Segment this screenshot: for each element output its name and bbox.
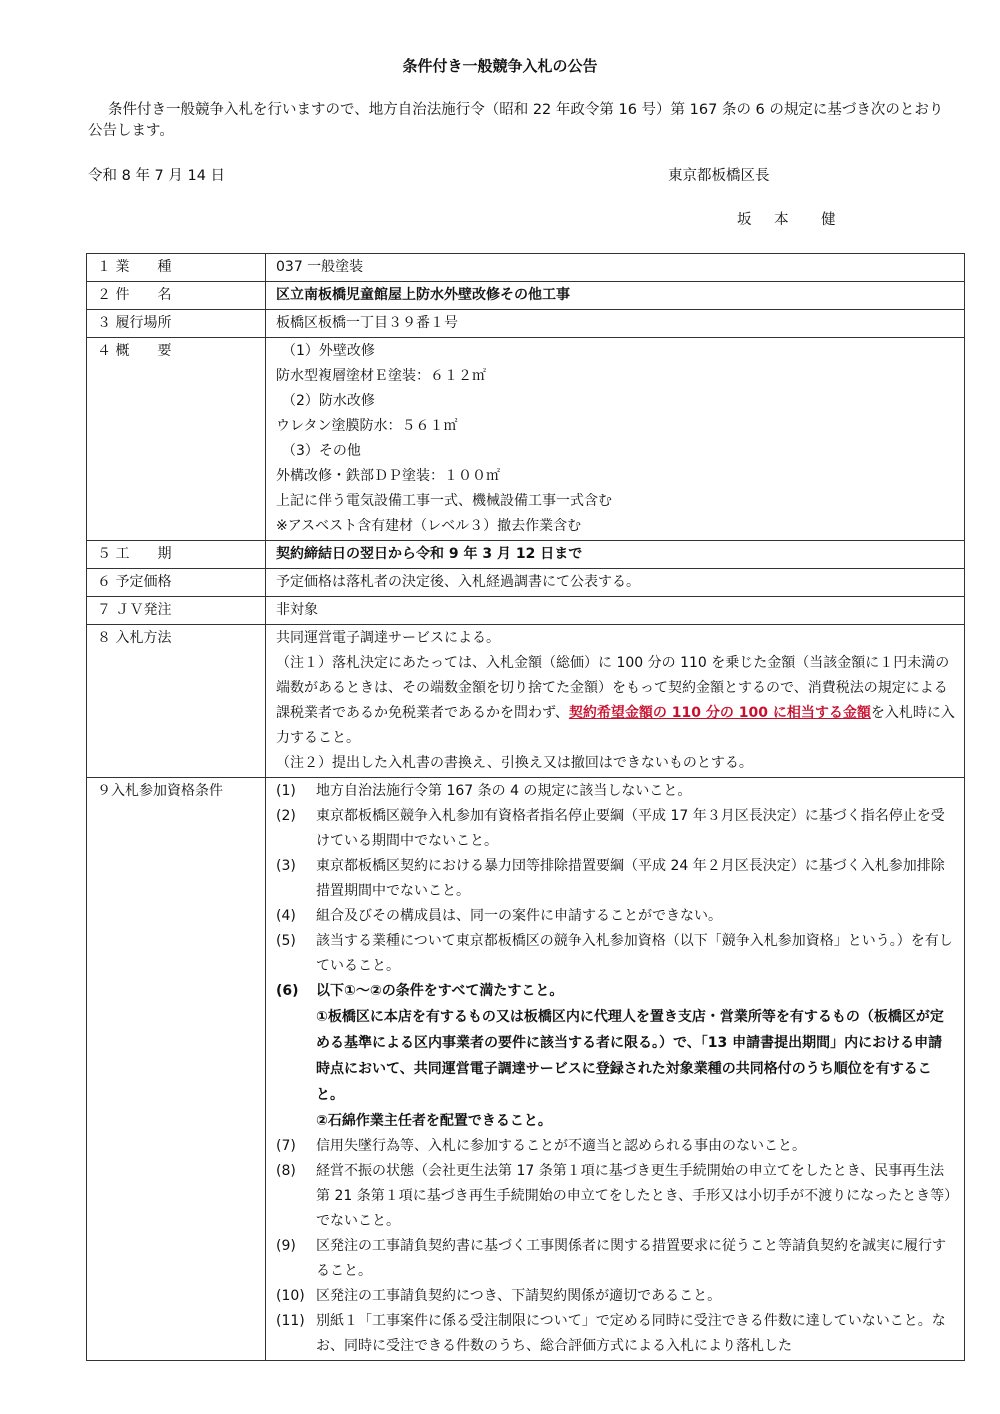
row-value: [266, 625, 965, 778]
table-row: [87, 541, 965, 569]
outline-line: 防水型複層塗材Ｅ塗装：６１２㎡: [276, 368, 486, 384]
row-label: ６ 予定価格: [87, 569, 266, 597]
condition-item: (2) 東京都板橋区競争入札参加有資格者指名停止要綱（平成 17 年３月区長決定）に基づく指名停止を受けている期間中でないこと。: [276, 808, 945, 849]
bid-note-1: （注１）落札決定にあたっては、入札金額（総価）に 100 分の 110 を乗じた金額（当該金額に１円未満の端数があるときは、その端数金額を切り捨てた金額）をもって契約金額とするので、消費税法の規定による課税業者であるか免税業者であるかを問わず、契約希望金額の 110 分の 100 に相当する金額を入札時に入力すること。: [276, 655, 955, 746]
outline-line: ウレタン塗膜防水：５６１㎡: [276, 418, 458, 434]
outline-line: 外構改修・鉄部ＤＰ塗装：１００㎡: [276, 468, 500, 484]
row-value: 板橋区板橋一丁目３９番１号: [266, 310, 965, 338]
row-label: ７ ＪＶ発注: [87, 597, 266, 625]
condition-item: (7) 信用失墜行為等、入札に参加することが不適当と認められる事由のないこと。: [276, 1138, 806, 1154]
row-label: ４ 概 要: [87, 338, 266, 541]
bid-note-2: （注２）提出した入札書の書換え、引換え又は撤回はできないものとする。: [276, 755, 753, 771]
table-row: [87, 282, 965, 310]
row-label: ２ 件 名: [87, 282, 266, 310]
row-value: 予定価格は落札者の決定後、入札経過調書にて公表する。: [266, 569, 965, 597]
condition-item: (1) 地方自治法施行令第 167 条の 4 の規定に該当しないこと。: [276, 783, 692, 799]
row-label: ９入札参加資格条件: [87, 778, 266, 1361]
outline-line: （1）外壁改修: [282, 343, 375, 359]
condition-sub-item: ①板橋区に本店を有するもの又は板橋区内に代理人を置き支店・営業所等を有するもの（板橋区が定める基準による区内事業者の要件に該当する者に限る。）で、「13 申請書提出期間」内における申請時点において、共同運営電子調達サービスに登録された対象業種の共同格付のうち順位を有すること。: [316, 1009, 944, 1103]
row-label: ８ 入札方法: [87, 625, 266, 778]
table-row: [87, 597, 965, 625]
row-label: ３ 履行場所: [87, 310, 266, 338]
table-row: [87, 625, 965, 778]
row-value: 契約締結日の翌日から令和 9 年 3 月 12 日まで: [266, 541, 965, 569]
condition-item: (11) 別紙１「工事案件に係る受注制限について」で定める同時に受注できる件数に達していないこと。なお、同時に受注できる件数のうち、総合評価方式による入札により落札した: [276, 1313, 946, 1354]
highlighted-amount-text: 契約希望金額の 110 分の 100 に相当する金額: [568, 705, 871, 721]
notice-table: [86, 253, 965, 1361]
notice-date: 令和 8 年 7 月 14 日: [88, 168, 226, 184]
table-row: [87, 569, 965, 597]
issuer-name: 坂 本 健: [737, 212, 845, 228]
condition-sub-item: ②石綿作業主任者を配置できること。: [316, 1113, 552, 1129]
table-row: [87, 310, 965, 338]
condition-item: (5) 該当する業種について東京都板橋区の競争入札参加資格（以下「競争入札参加資格」という。）を有していること。: [276, 933, 953, 974]
row-label: ５ 工 期: [87, 541, 266, 569]
condition-item: (9) 区発注の工事請負契約書に基づく工事関係者に関する措置要求に従うこと等請負契約を誠実に履行すること。: [276, 1238, 946, 1279]
condition-item: (6) 以下①～②の条件をすべて満たすこと。: [276, 983, 564, 999]
outline-line: （3）その他: [282, 443, 361, 459]
condition-item: (10) 区発注の工事請負契約につき、下請契約関係が適切であること。: [276, 1288, 722, 1304]
row-value: 区立南板橋児童館屋上防水外壁改修その他工事: [266, 282, 965, 310]
row-value: 非対象: [266, 597, 965, 625]
intro-paragraph: 条件付き一般競争入札を行いますので、地方自治法施行令（昭和 22 年政令第 16 号）第 167 条の 6 の規定に基づき次のとおり公告します。: [88, 102, 944, 139]
condition-item: (4) 組合及びその構成員は、同一の案件に申請することができない。: [276, 908, 722, 924]
outline-line: ※アスベスト含有建材（レベル３）撤去作業含む: [276, 518, 582, 534]
document-title: 条件付き一般競争入札の公告: [402, 57, 598, 75]
condition-item: (3) 東京都板橋区契約における暴力団等排除措置要綱（平成 24 年２月区長決定）に基づく入札参加排除措置期間中でないこと。: [276, 858, 945, 899]
row-value: 037 一般塗装: [266, 254, 965, 282]
row-value: [266, 778, 965, 1361]
outline-line: 上記に伴う電気設備工事一式、機械設備工事一式含む: [276, 493, 612, 509]
bid-method-line: 共同運営電子調達サービスによる。: [276, 630, 500, 646]
table-row: [87, 254, 965, 282]
condition-item: (8) 経営不振の状態（会社更生法第 17 条第１項に基づき更生手続開始の申立てをしたとき、民事再生法第 21 条第１項に基づき再生手続開始の申立てをしたとき、手形又は小切手が不渡りになったとき等）でないこと。: [276, 1163, 952, 1229]
table-row: [87, 778, 965, 1361]
row-label: １ 業 種: [87, 254, 266, 282]
table-row: [87, 338, 965, 541]
row-value: [266, 338, 965, 541]
outline-line: （2）防水改修: [282, 393, 375, 409]
issuer-title: 東京都板橋区長: [668, 168, 770, 184]
